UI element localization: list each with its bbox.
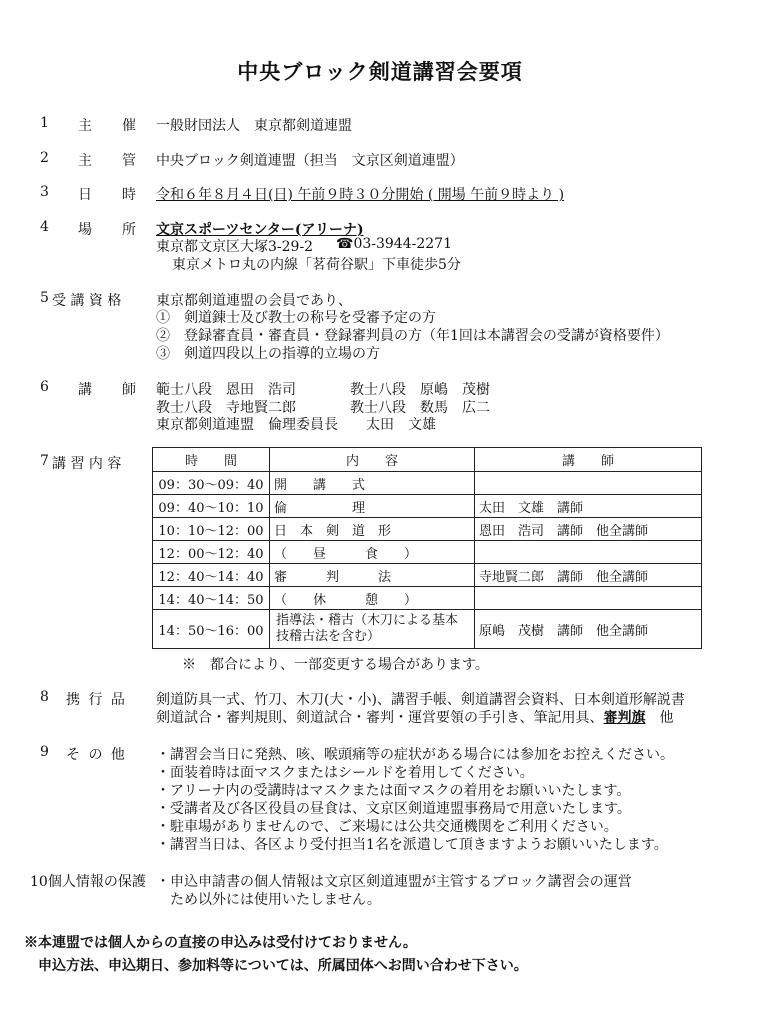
item-label-venue: 場 所 [78, 222, 144, 238]
management-value: 中央ブロック剣道連盟（担当 文京区剣道連盟） [156, 153, 464, 169]
row-time: 09：30〜09：40 [153, 472, 270, 495]
other-item-6: ・講習当日は、各区より受付担当1名を派遣して頂きますようお願いいたします。 [156, 837, 668, 853]
header-teacher: 講 師 [475, 448, 702, 472]
row-teacher: 太田 文雄 講師 [475, 495, 702, 518]
item-number-2: 2 [40, 150, 49, 166]
header-time: 時 間 [153, 448, 270, 472]
sponsor-value: 一般財団法人 東京都剣道連盟 [156, 118, 352, 134]
item-number-8: 8 [40, 689, 49, 705]
row-teacher: 恩田 浩司 講師 他全講師 [475, 518, 702, 541]
item-number-9: 9 [40, 744, 49, 760]
instructor-2: 教士八段 原嶋 茂樹 [350, 382, 490, 398]
row-time: 12：00〜12：40 [153, 541, 270, 564]
table-row [153, 587, 702, 610]
venue-phone: ☎03-3944-2271 [336, 236, 452, 252]
item-label-privacy: 10個人情報の保護 [30, 874, 146, 890]
row-time: 14：40〜14：50 [153, 587, 270, 610]
schedule-header-row [153, 448, 702, 472]
table-row [153, 610, 702, 649]
row-content: 開 講 式 [270, 472, 475, 495]
venue-address: 東京都文京区大塚3-29-2 [156, 239, 314, 255]
row-time: 10：10〜12：00 [153, 518, 270, 541]
table-row [153, 564, 702, 587]
eligibility-item-3: ③ 剣道四段以上の指導的立場の方 [156, 346, 380, 362]
other-item-1: ・講習会当日に発熱、咳、喉頭痛等の症状がある場合には参加をお控えください。 [156, 747, 674, 763]
item-number-5: 5 [40, 290, 49, 306]
header-content: 内 容 [270, 448, 475, 472]
referee-flag-text: 審判旗 [603, 710, 646, 726]
eligibility-item-1: ① 剣道錬士及び教士の称号を受審予定の方 [156, 310, 436, 326]
schedule-note: ※ 都合により、一部変更する場合があります。 [182, 657, 489, 673]
row-content: 日 本 剣 道 形 [270, 518, 475, 541]
row-teacher [475, 472, 702, 495]
footer-notice-1: ※本連盟では個人からの直接の申込みは受付けておりません。 [24, 935, 417, 951]
row-teacher: 寺地賢二郎 講師 他全講師 [475, 564, 702, 587]
belongings-line-2-end: 他 [645, 710, 674, 726]
table-row [153, 495, 702, 518]
eligibility-intro: 東京都剣道連盟の会員であり、 [156, 293, 352, 309]
row-teacher [475, 541, 702, 564]
venue-name: 文京スポーツセンター(アリーナ) [156, 222, 364, 238]
footer-notice-2: 申込方法、申込期日、参加料等については、所属団体へお問い合わせ下さい。 [38, 958, 528, 974]
document-title: 中央ブロック剣道講習会要項 [237, 59, 523, 84]
item-number-4: 4 [40, 219, 49, 235]
row-content: 指導法・稽古（木刀による基本技稽古法を含む） [270, 610, 475, 649]
other-item-5: ・駐車場がありませんので、ご来場には公共交通機関をご利用ください。 [156, 819, 618, 835]
row-content: （ 休 憩 ） [270, 587, 475, 610]
other-item-2: ・面装着時は面マスクまたはシールドを着用してください。 [156, 765, 534, 781]
item-label-instructors: 講 師 [78, 382, 144, 398]
row-content: 審 判 法 [270, 564, 475, 587]
item-label-content: 講 習 内 容 [52, 456, 122, 472]
item-label-other: そ の 他 [66, 747, 127, 763]
instructor-1: 範士八段 恩田 浩司 [156, 382, 296, 398]
venue-access: 東京メトロ丸の内線「茗荷谷駅」下車徒歩5分 [172, 257, 461, 273]
instructor-4: 教士八段 数馬 広二 [350, 400, 490, 416]
other-item-4: ・受講者及び各区役員の昼食は、文京区剣道連盟事務局で用意いたします。 [156, 801, 631, 817]
item-number-3: 3 [40, 184, 49, 200]
table-row [153, 541, 702, 564]
date-value: 令和６年８月４日(日) 午前９時３０分開始 ( 開場 午前９時より ) [156, 187, 565, 203]
item-label-date: 日 時 [78, 187, 144, 203]
instructor-5: 東京都剣道連盟 倫理委員長 太田 文雄 [156, 417, 436, 433]
row-time: 12：40〜14：40 [153, 564, 270, 587]
row-content: （ 昼 食 ） [270, 541, 475, 564]
row-teacher [475, 587, 702, 610]
schedule-table [152, 447, 702, 649]
item-label-sponsor: 主 催 [78, 118, 144, 134]
table-row [153, 518, 702, 541]
other-item-3: ・アリーナ内の受講時はマスクまたは面マスクの着用をお願いいたします。 [156, 783, 631, 799]
item-label-management: 主 管 [78, 153, 144, 169]
eligibility-item-2: ② 登録審査員・審査員・登録審判員の方（年1回は本講習会の受講が資格要件） [156, 328, 669, 344]
row-content: 倫 理 [270, 495, 475, 518]
row-teacher: 原嶋 茂樹 講師 他全講師 [475, 610, 702, 649]
item-label-eligibility: 受 講 資 格 [52, 293, 122, 309]
item-label-belongings: 携 行 品 [66, 692, 127, 708]
privacy-line-2: ため以外には使用いたしません。 [170, 892, 381, 908]
belongings-line-2 [156, 707, 673, 727]
item-number-1: 1 [40, 115, 49, 131]
row-time: 14：50〜16：00 [153, 610, 270, 649]
table-row [153, 472, 702, 495]
instructor-3: 教士八段 寺地賢二郎 [156, 400, 296, 416]
privacy-line-1: ・申込申請書の個人情報は文京区剣道連盟が主管するブロック講習会の運営 [156, 874, 632, 890]
item-number-6: 6 [40, 379, 49, 395]
row-time: 09：40〜10：10 [153, 495, 270, 518]
belongings-line-1: 剣道防具一式、竹刀、木刀(大・小)、講習手帳、剣道講習会資料、日本剣道形解説書 [156, 692, 685, 708]
belongings-line-2-text: 剣道試合・審判規則、剣道試合・審判・運営要領の手引き、筆記用具、 [156, 710, 604, 726]
item-number-7: 7 [40, 453, 49, 469]
